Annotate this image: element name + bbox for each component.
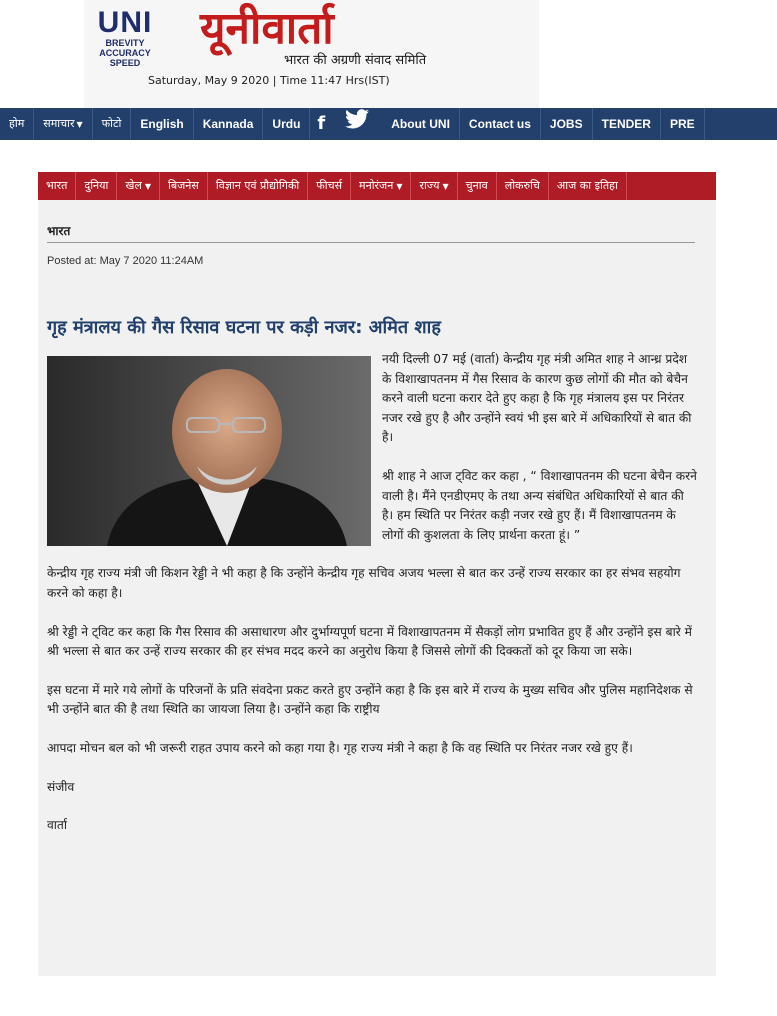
topnav-item[interactable] (593, 108, 661, 140)
article-paragraph: इस घटना में मारे गये लोगों के परिजनों के प्रति संवदेना प्रकट करते हुए उन्होंने कहा है कि इस बारे में राज्य के मुख्य सचिव और पुलिस महानिदेशक से भी उन्होंने बात की है तथा स्थिति का जायजा लिया है। उन्होंने कहा कि राष्ट्रीय (47, 682, 693, 717)
topnav-label: JOBS (549, 117, 583, 131)
article-category[interactable]: भारत (47, 224, 71, 238)
topnav-label: Kannada (202, 117, 254, 131)
topnav-item[interactable] (263, 108, 310, 140)
topnav-item[interactable] (382, 108, 460, 140)
topnav-label: English (140, 117, 184, 131)
section-tab-label: राज्य (419, 179, 440, 192)
article-paragraph: वार्ता (47, 818, 68, 833)
topnav-item[interactable] (661, 108, 705, 140)
section-tab[interactable] (497, 172, 549, 200)
caret-down-icon: ▼ (442, 182, 449, 191)
topnav-label: PRE (669, 117, 695, 131)
caret-down-icon: ▼ (144, 182, 152, 191)
section-tab-label: बिजनेस (168, 179, 199, 192)
topnav-label: Urdu (272, 117, 301, 131)
uni-tagline-1: BREVITY (105, 38, 145, 48)
twitter-icon[interactable] (332, 108, 382, 140)
top-navigation (0, 108, 777, 140)
topnav-item[interactable] (541, 108, 593, 140)
topnav-label: TENDER (601, 117, 651, 131)
section-navigation (38, 172, 716, 200)
site-header (0, 0, 777, 108)
section-tab[interactable] (308, 172, 351, 200)
section-tab[interactable] (411, 172, 457, 200)
caret-down-icon: ▼ (76, 120, 83, 129)
caret-down-icon: ▼ (396, 182, 403, 191)
section-tab-label: विज्ञान एवं प्रौद्योगिकी (215, 179, 300, 192)
section-tab-label: भारत (46, 179, 68, 192)
section-tab[interactable] (38, 172, 76, 200)
article-paragraph: नयी दिल्ली 07 मई (वार्ता) केन्द्रीय गृह मंत्री अमित शाह ने आन्ध्र प्रदेश के विशाखापतनम में गैस रिसाव के कारण कुछ लोगों की मौत को बेचैन करने वाली घटना करार देते हुए कहा है कि गृह मंत्रालय इस पर निरंतर नजर रखे हुए है और उन्होंने स्वयं भी इस बारे में अधिकारियों से बात की है। (382, 352, 692, 445)
topnav-item[interactable] (131, 108, 193, 140)
article-paragraph: आपदा मोचन बल को भी जरूरी राहत उपाय करने को कहा गया है। गृह राज्य मंत्री ने कहा है कि वह स्थिति पर निरंतर नजर रखे हुए हैं। (47, 740, 633, 755)
section-tab[interactable] (458, 172, 497, 200)
dateline: Saturday, May 9 2020 | Time 11:47 Hrs(IST) (148, 74, 390, 87)
topnav-label: Contact us (468, 117, 531, 131)
section-tab-label: दुनिया (84, 179, 109, 192)
topnav-label: होम (9, 117, 25, 130)
facebook-icon[interactable]: f (317, 113, 326, 134)
uni-logo-text: UNI (97, 6, 153, 39)
article-container (38, 200, 716, 976)
uni-tagline-2: ACCURACY (99, 48, 151, 58)
section-tab-label: मनोरंजन (359, 179, 394, 192)
article-paragraph: केन्द्रीय गृह राज्य मंत्री जी किशन रेड्डी ने भी कहा है कि उन्होंने केन्द्रीय गृह सचिव अजय भल्ला से बात कर उन्हें राज्य सरकार का हर संभव सहयोग करने को कहा है। (47, 566, 681, 600)
section-tab[interactable] (549, 172, 627, 200)
section-tab[interactable] (76, 172, 117, 200)
posted-timestamp: Posted at: May 7 2020 11:24AM (47, 255, 204, 267)
brand-subtitle: भारत की अग्रणी संवाद समिति (284, 53, 427, 68)
section-tab[interactable] (160, 172, 208, 200)
section-tab-label: खेल (125, 179, 142, 192)
article-paragraph: संजीव (47, 779, 75, 794)
section-tab[interactable] (208, 172, 308, 200)
uni-tagline-3: SPEED (109, 58, 141, 68)
section-tab[interactable] (117, 172, 160, 200)
uni-logo[interactable] (90, 8, 160, 70)
section-tab-label: आज का इतिहा (556, 179, 618, 192)
divider (47, 242, 695, 243)
topnav-label: About UNI (391, 117, 450, 131)
topnav-item[interactable] (194, 108, 264, 140)
topnav-label: समाचार (43, 117, 75, 130)
section-tab[interactable] (351, 172, 411, 200)
topnav-item[interactable] (460, 108, 541, 140)
article-headline: गृह मंत्रालय की गैस रिसाव घटना पर कड़ी नजर: अमित शाह (47, 317, 441, 338)
topnav-item[interactable] (0, 108, 34, 140)
section-tab-label: लोकरुचि (504, 179, 540, 192)
section-tab-label: चुनाव (465, 179, 488, 192)
article-photo (47, 356, 371, 546)
article-paragraph: श्री शाह ने आज ट्विट कर कहा , “ विशाखापतनम की घटना बेचैन करने वाली है। मैंने एनडीएमए के तथा अन्य संबंधित अधिकारियों से बात की है। हम स्थिति पर निरंतर कड़ी नजर रखे हुए हैं। मैं विशाखापतनम के लोगों की कुशलता के लिए प्रार्थना करता हूं। ” (382, 468, 697, 542)
section-tab-label: फीचर्स (316, 179, 343, 192)
univarta-brand[interactable] (200, 3, 500, 68)
topnav-item[interactable] (93, 108, 132, 140)
topnav-label: फोटो (101, 117, 122, 130)
brand-title: यूनीवार्ता (200, 3, 334, 54)
article-paragraph: श्री रेड्डी ने ट्विट कर कहा कि गैस रिसाव की असाधारण और दुर्भाग्यपूर्ण घटना में विशाखापतनम में सैकड़ों लोग प्रभावित हुए हैं और उन्होंने इस बारे में श्री भल्ला से बात कर उन्हें राज्य सरकार की हर संभव मदद करने का अनुरोध किया है जिससे लोगों की दिक्कतों को दूर किया जा सके। (47, 624, 692, 659)
topnav-item[interactable] (34, 108, 92, 140)
